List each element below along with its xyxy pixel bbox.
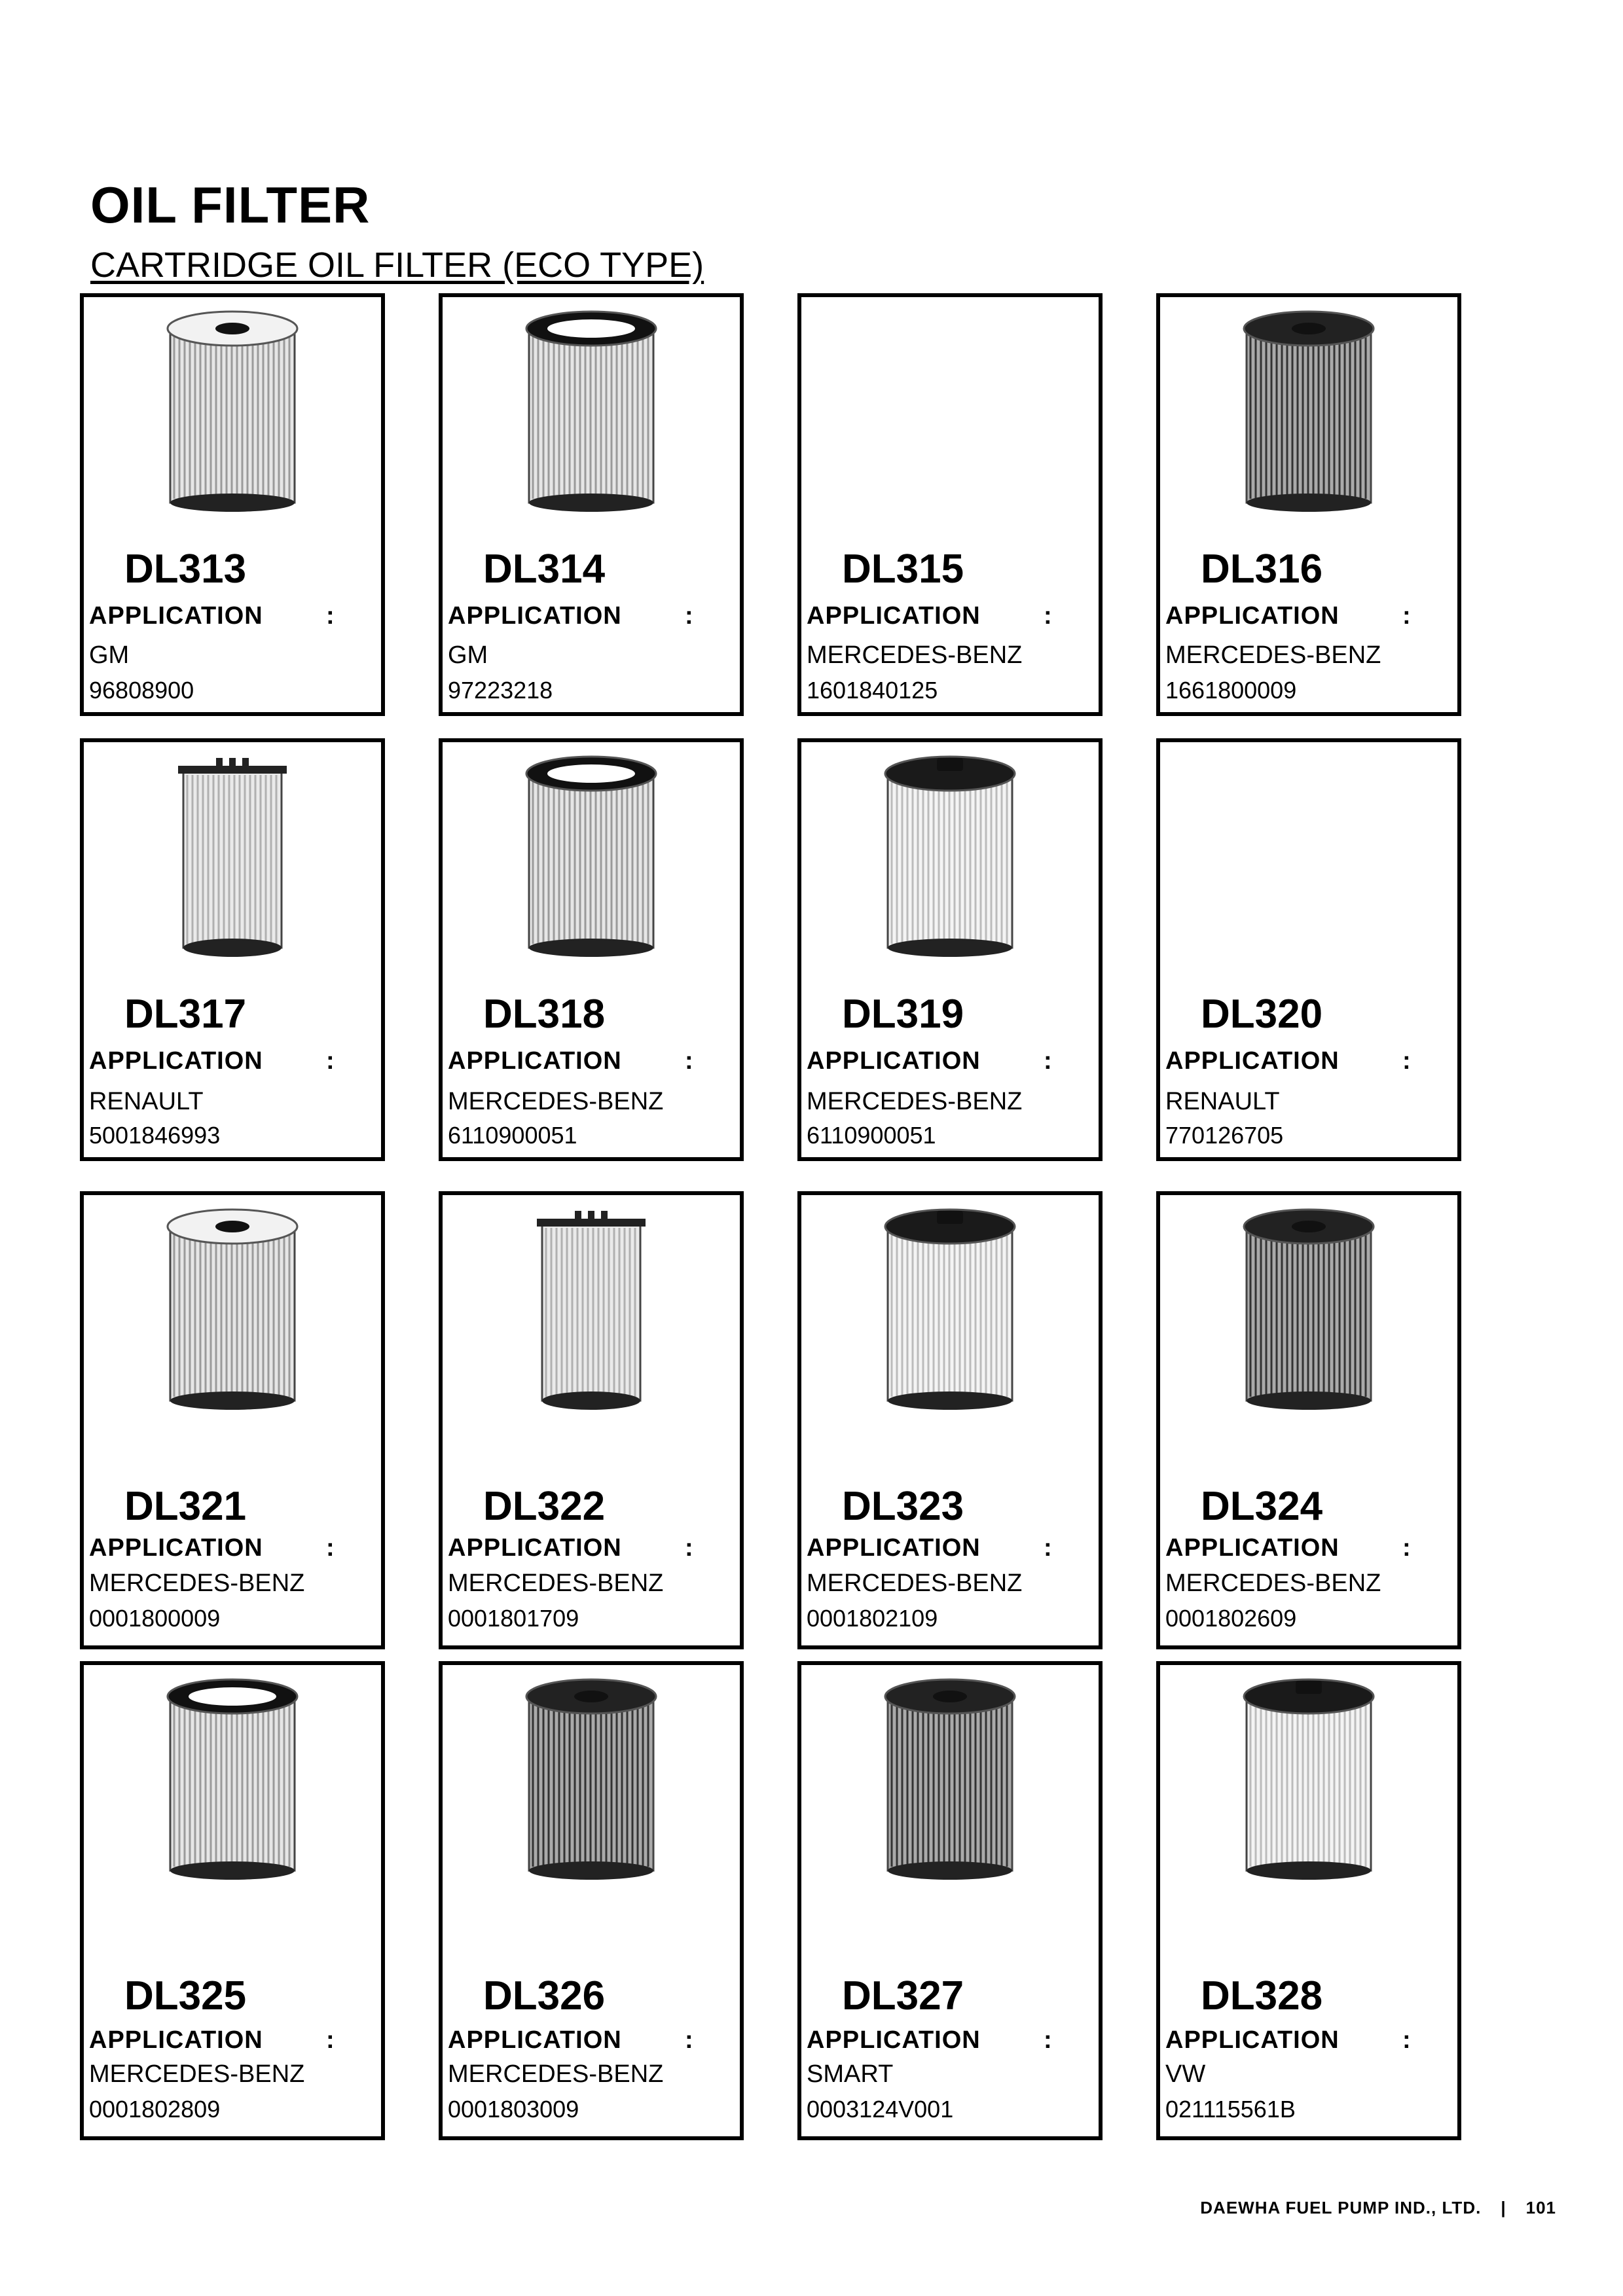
oem-number: 0003124V001: [807, 2096, 954, 2123]
application-colon: :: [685, 1047, 693, 1075]
vehicle-make: MERCEDES-BENZ: [807, 1570, 1023, 1597]
filter-dark-pleat-icon: [801, 1674, 1099, 1890]
vehicle-make: MERCEDES-BENZ: [448, 1088, 664, 1115]
filter-white-cap-icon: [84, 306, 381, 522]
filter-black-cap-icon: [801, 1204, 1099, 1420]
vehicle-make: RENAULT: [1165, 1088, 1280, 1115]
application-colon: :: [1402, 1047, 1411, 1075]
application-colon: :: [685, 2026, 693, 2054]
vehicle-make: MERCEDES-BENZ: [448, 1570, 664, 1597]
vehicle-make: MERCEDES-BENZ: [1165, 1570, 1381, 1597]
oem-number: 0001802609: [1165, 1605, 1297, 1632]
application-colon: :: [1402, 2026, 1411, 2054]
application-colon: :: [1044, 2026, 1052, 2054]
product-card: [80, 293, 385, 716]
application-colon: :: [685, 1534, 693, 1562]
vehicle-make: RENAULT: [89, 1088, 204, 1115]
oem-number: 6110900051: [807, 1122, 936, 1149]
vehicle-make: MERCEDES-BENZ: [1165, 641, 1381, 669]
page-number: 101: [1525, 2198, 1556, 2217]
application-label: APPLICATION: [89, 1047, 263, 1075]
product-code: DL323: [842, 1484, 964, 1529]
application-label: APPLICATION: [807, 2026, 981, 2054]
filter-black-ring-icon: [443, 751, 740, 967]
product-card: [797, 293, 1103, 716]
vehicle-make: MERCEDES-BENZ: [807, 1088, 1023, 1115]
vehicle-make: GM: [448, 641, 488, 669]
application-colon: :: [326, 602, 335, 630]
oem-number: 1601840125: [807, 677, 938, 704]
vehicle-make: VW: [1165, 2060, 1206, 2088]
product-code: DL319: [842, 992, 964, 1037]
product-card: [439, 1661, 744, 2140]
oem-number: 96808900: [89, 677, 194, 704]
product-code: DL328: [1201, 1973, 1323, 2018]
filter-tall-icon: [443, 1204, 740, 1420]
product-code: DL320: [1201, 992, 1323, 1037]
filter-black-cap-icon: [1160, 1674, 1457, 1890]
product-card: [439, 293, 744, 716]
oem-number: 0001803009: [448, 2096, 579, 2123]
vehicle-make: SMART: [807, 2060, 894, 2088]
oem-number: 021115561B: [1165, 2096, 1296, 2123]
product-card: [80, 1191, 385, 1649]
product-code: DL322: [483, 1484, 606, 1529]
oem-number: 6110900051: [448, 1122, 577, 1149]
oem-number: 0001802809: [89, 2096, 221, 2123]
product-card: [797, 738, 1103, 1161]
company-name: DAEWHA FUEL PUMP IND., LTD.: [1200, 2198, 1482, 2217]
oem-number: 97223218: [448, 677, 553, 704]
oem-number: 5001846993: [89, 1122, 221, 1149]
product-code: DL315: [842, 547, 964, 592]
product-card: [80, 738, 385, 1161]
filter-black-ring-icon: [84, 1674, 381, 1890]
application-label: APPLICATION: [448, 602, 622, 630]
product-card: [797, 1661, 1103, 2140]
application-label: APPLICATION: [807, 1047, 981, 1075]
filter-dark-pleat-icon: [443, 1674, 740, 1890]
application-colon: :: [1044, 602, 1052, 630]
application-label: APPLICATION: [89, 1534, 263, 1562]
product-card: [1156, 1191, 1461, 1649]
filter-white-cap-icon: [84, 1204, 381, 1420]
oem-number: 0001800009: [89, 1605, 221, 1632]
filter-black-ring-icon: [443, 306, 740, 522]
vehicle-make: MERCEDES-BENZ: [448, 2060, 664, 2088]
product-code: DL314: [483, 547, 606, 592]
filter-tall-icon: [84, 751, 381, 967]
vehicle-make: MERCEDES-BENZ: [89, 2060, 305, 2088]
application-colon: :: [1044, 1534, 1052, 1562]
product-card: [1156, 738, 1461, 1161]
application-colon: :: [685, 602, 693, 630]
application-label: APPLICATION: [89, 2026, 263, 2054]
product-card: [797, 1191, 1103, 1649]
page-subtitle: CARTRIDGE OIL FILTER (ECO TYPE): [90, 245, 704, 285]
oem-number: 1661800009: [1165, 677, 1297, 704]
product-code: DL318: [483, 992, 606, 1037]
page-title: OIL FILTER: [90, 176, 371, 234]
product-code: DL327: [842, 1973, 964, 2018]
product-card: [1156, 1661, 1461, 2140]
product-code: DL325: [124, 1973, 247, 2018]
application-colon: :: [1402, 602, 1411, 630]
application-colon: :: [326, 1534, 335, 1562]
application-label: APPLICATION: [1165, 1534, 1340, 1562]
application-colon: :: [1044, 1047, 1052, 1075]
vehicle-make: MERCEDES-BENZ: [807, 641, 1023, 669]
application-label: APPLICATION: [89, 602, 263, 630]
product-card: [439, 738, 744, 1161]
filter-dark-pleat-icon: [1160, 306, 1457, 522]
footer-separator: |: [1501, 2198, 1506, 2217]
page-footer: [1200, 2198, 1556, 2218]
application-label: APPLICATION: [807, 1534, 981, 1562]
product-code: DL326: [483, 1973, 606, 2018]
application-colon: :: [326, 1047, 335, 1075]
oem-number: 0001802109: [807, 1605, 938, 1632]
product-card: [1156, 293, 1461, 716]
application-label: APPLICATION: [1165, 1047, 1340, 1075]
application-label: APPLICATION: [1165, 602, 1340, 630]
application-colon: :: [326, 2026, 335, 2054]
vehicle-make: GM: [89, 641, 130, 669]
product-code: DL324: [1201, 1484, 1323, 1529]
application-label: APPLICATION: [448, 1047, 622, 1075]
application-label: APPLICATION: [1165, 2026, 1340, 2054]
product-code: DL316: [1201, 547, 1323, 592]
application-colon: :: [1402, 1534, 1411, 1562]
product-card: [439, 1191, 744, 1649]
oem-number: 0001801709: [448, 1605, 579, 1632]
product-code: DL317: [124, 992, 247, 1037]
product-code: DL321: [124, 1484, 247, 1529]
filter-black-cap-icon: [801, 751, 1099, 967]
product-code: DL313: [124, 547, 247, 592]
filter-dark-pleat-icon: [1160, 1204, 1457, 1420]
product-card: [80, 1661, 385, 2140]
application-label: APPLICATION: [807, 602, 981, 630]
oem-number: 770126705: [1165, 1122, 1284, 1149]
vehicle-make: MERCEDES-BENZ: [89, 1570, 305, 1597]
application-label: APPLICATION: [448, 1534, 622, 1562]
application-label: APPLICATION: [448, 2026, 622, 2054]
